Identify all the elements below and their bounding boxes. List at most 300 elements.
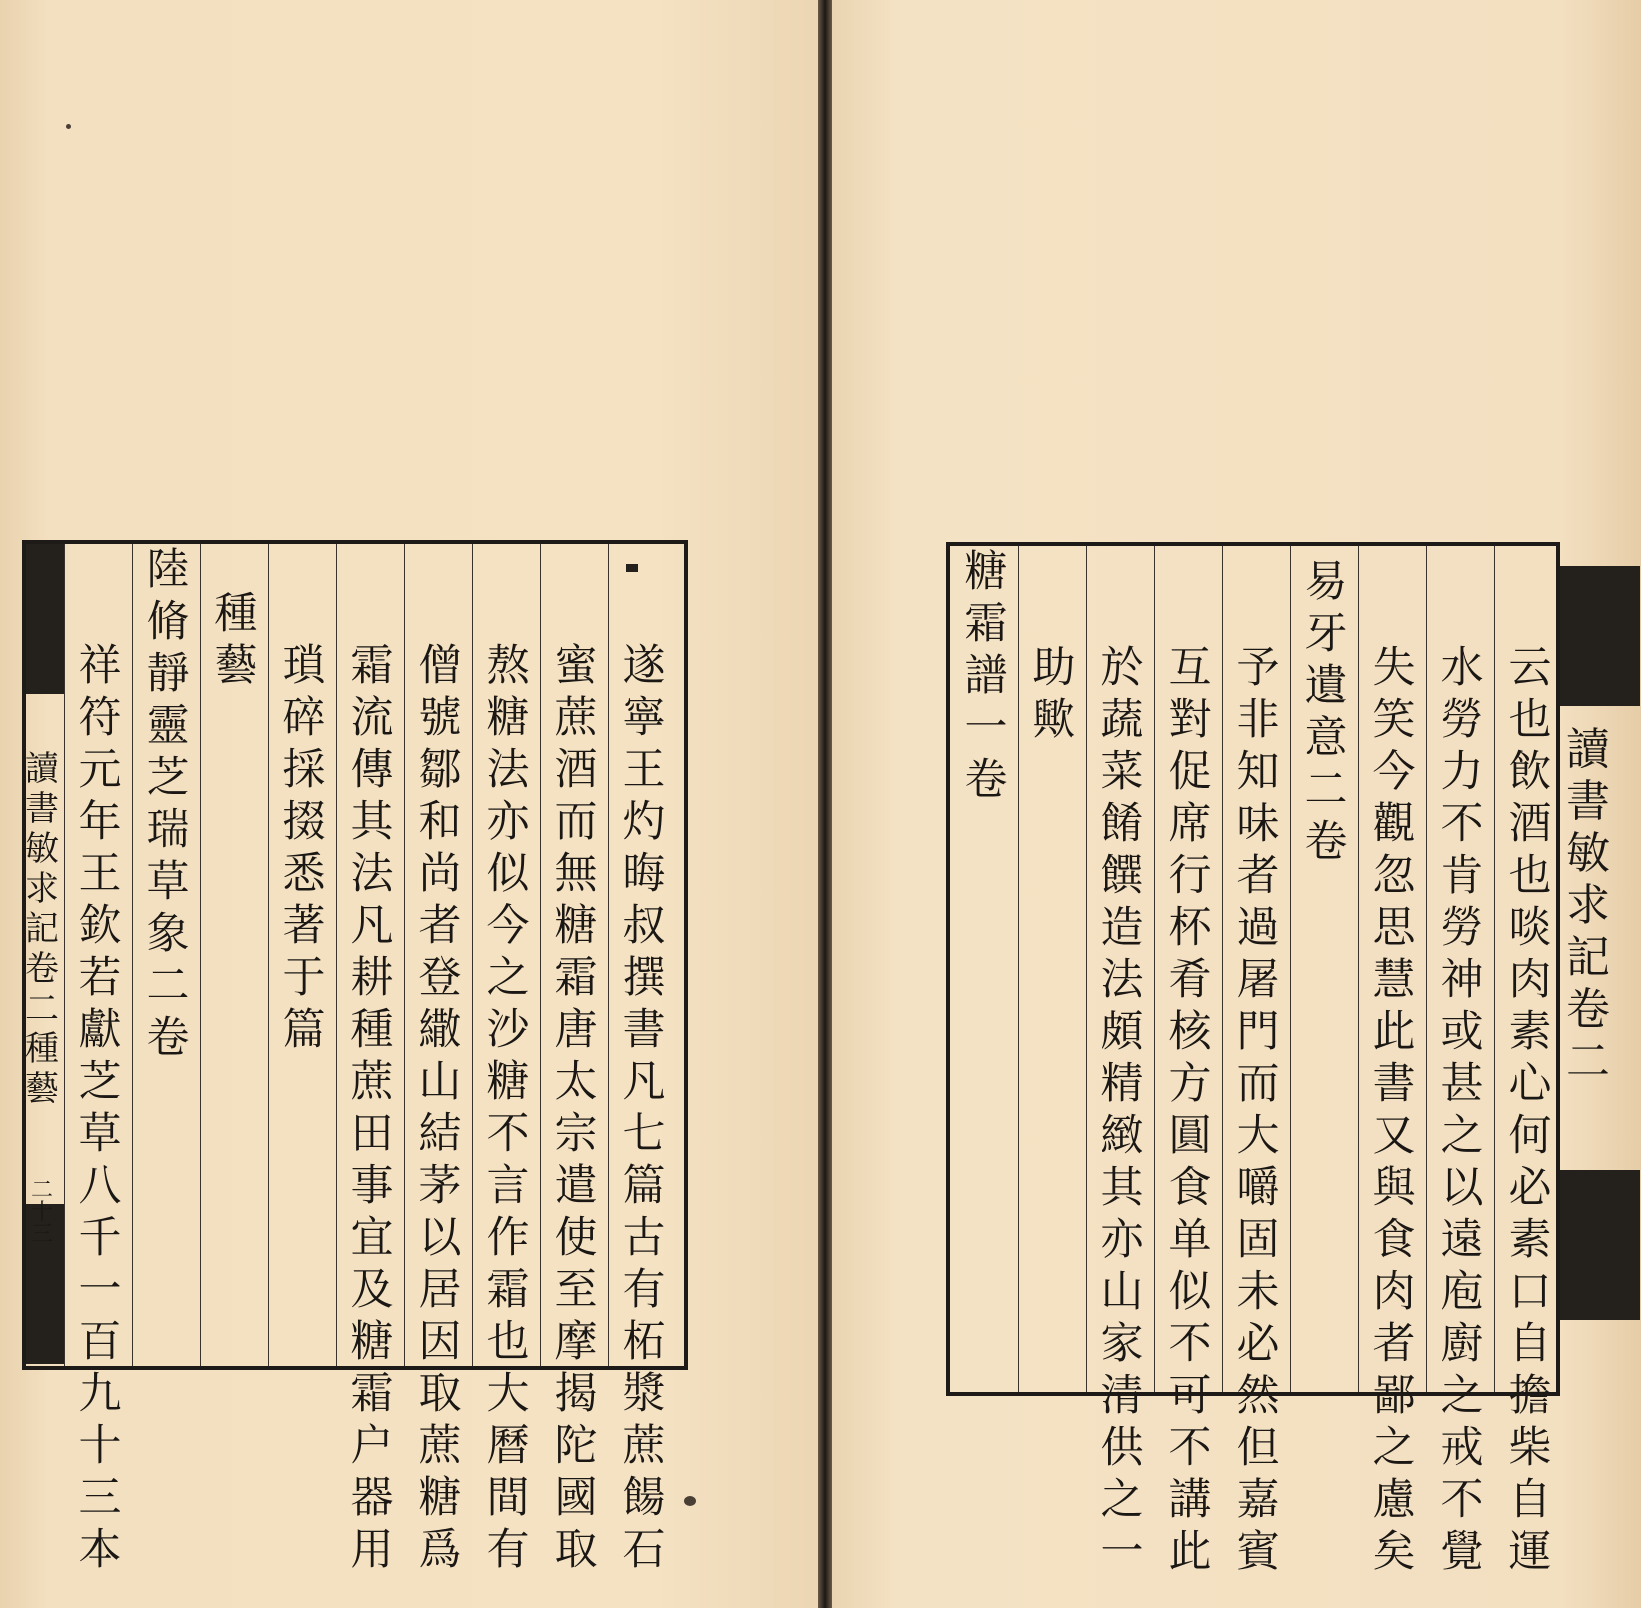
glyph: 茅: [418, 1161, 462, 1211]
text-column: [1156, 642, 1224, 1578]
glyph: 年: [78, 797, 122, 847]
glyph: 啖: [1508, 903, 1552, 953]
text-column: [474, 640, 542, 1576]
glyph: 口: [1508, 1267, 1552, 1317]
glyph: 方: [1168, 1059, 1212, 1109]
glyph: 必: [1236, 1319, 1280, 1369]
glyph: 肉: [1372, 1267, 1416, 1317]
folio-number: [22, 1180, 62, 1246]
glyph: 碎: [282, 693, 326, 743]
glyph: 譜: [964, 651, 1008, 701]
glyph: 二: [146, 961, 190, 1011]
glyph: 矣: [1372, 1527, 1416, 1577]
glyph: 漿: [622, 1369, 666, 1419]
glyph: 助: [1032, 643, 1076, 693]
glyph: 何: [1508, 1111, 1552, 1161]
glyph: 肯: [1440, 851, 1484, 901]
glyph: 鄒: [418, 745, 462, 795]
glyph: 緻: [1100, 1111, 1144, 1161]
glyph: 亦: [486, 797, 530, 847]
glyph: 蔗: [622, 1421, 666, 1471]
glyph: 太: [554, 1057, 598, 1107]
glyph: 種: [214, 589, 258, 639]
glyph: 本: [78, 1525, 122, 1575]
glyph: 講: [1168, 1475, 1212, 1525]
glyph: 知: [1236, 747, 1280, 797]
glyph: 石: [622, 1525, 666, 1575]
glyph: 於: [1100, 643, 1144, 693]
glyph: 一: [1100, 1527, 1144, 1577]
glyph: 二: [25, 989, 59, 1029]
glyph: 法: [486, 745, 530, 795]
glyph: 柴: [1508, 1423, 1552, 1473]
glyph: 若: [78, 953, 122, 1003]
glyph: 似: [486, 849, 530, 899]
glyph: 沙: [486, 1005, 530, 1055]
glyph: 覺: [1440, 1527, 1484, 1577]
left-text-frame: [22, 540, 688, 1575]
glyph: 求: [25, 869, 59, 909]
glyph: 觀: [1372, 799, 1416, 849]
glyph: 自: [1508, 1319, 1552, 1369]
fishtail-mark: [626, 564, 638, 572]
glyph: 號: [418, 693, 462, 743]
glyph: 過: [1236, 903, 1280, 953]
glyph: 揭: [554, 1369, 598, 1419]
glyph: 九: [78, 1369, 122, 1419]
glyph: 糖: [964, 547, 1008, 597]
glyph: 又: [1372, 1111, 1416, 1161]
glyph: 庖: [1440, 1267, 1484, 1317]
glyph: 篇: [622, 1161, 666, 1211]
glyph: 法: [350, 849, 394, 899]
glyph: 符: [78, 693, 122, 743]
glyph: 元: [78, 745, 122, 795]
glyph: 不: [486, 1109, 530, 1159]
glyph: 至: [554, 1265, 598, 1315]
glyph: 灼: [622, 797, 666, 847]
glyph: 象: [146, 909, 190, 959]
glyph: 勞: [1440, 903, 1484, 953]
glyph: 取: [418, 1369, 462, 1419]
glyph: 十: [78, 1421, 122, 1471]
glyph: 法: [1100, 955, 1144, 1005]
glyph: 嘉: [1236, 1475, 1280, 1525]
right-text-frame: [946, 542, 1610, 1577]
glyph: 飲: [1508, 747, 1552, 797]
margin-block-top: [1560, 566, 1640, 706]
glyph: 此: [1372, 1007, 1416, 1057]
glyph: 登: [418, 953, 462, 1003]
glyph: 霜: [350, 641, 394, 691]
glyph: 似: [1168, 1267, 1212, 1317]
text-column: [1360, 642, 1428, 1578]
glyph: 靈: [146, 701, 190, 751]
glyph: 促: [1168, 747, 1212, 797]
glyph: 易: [1304, 557, 1348, 607]
glyph: 和: [418, 797, 462, 847]
glyph: 王: [78, 849, 122, 899]
text-column: [610, 640, 678, 1576]
glyph: 也: [1508, 695, 1552, 745]
glyph: 糖: [486, 1057, 530, 1107]
section-heading: [202, 588, 270, 692]
text-column: [270, 640, 338, 1056]
glyph: 及: [350, 1265, 394, 1315]
glyph: 卷: [1566, 984, 1610, 1035]
glyph: 作: [486, 1213, 530, 1263]
glyph: 瑞: [146, 805, 190, 855]
glyph: 藝: [214, 641, 258, 691]
glyph: 一: [78, 1265, 122, 1315]
glyph: 著: [282, 901, 326, 951]
glyph: 有: [486, 1525, 530, 1575]
glyph: 有: [622, 1265, 666, 1315]
glyph: 陀: [554, 1421, 598, 1471]
glyph: 宜: [350, 1213, 394, 1263]
text-column: [1496, 642, 1564, 1578]
glyph: 也: [1508, 851, 1552, 901]
glyph: 固: [1236, 1215, 1280, 1265]
glyph: 耕: [350, 953, 394, 1003]
glyph: 杯: [1168, 903, 1212, 953]
glyph: 或: [1440, 1007, 1484, 1057]
glyph: 器: [350, 1473, 394, 1523]
glyph: 寧: [622, 693, 666, 743]
glyph: 掇: [282, 797, 326, 847]
glyph: 熬: [486, 641, 530, 691]
text-column: [1088, 642, 1156, 1578]
glyph: 芝: [78, 1057, 122, 1107]
glyph: 之: [486, 953, 530, 1003]
glyph: 事: [350, 1161, 394, 1211]
glyph: 蔬: [1100, 695, 1144, 745]
glyph: 卷: [146, 1013, 190, 1063]
glyph: 書: [1566, 776, 1610, 827]
glyph: 尚: [418, 849, 462, 899]
glyph: 草: [146, 857, 190, 907]
glyph: 悉: [282, 849, 326, 899]
text-column: [66, 640, 134, 1576]
glyph: 戒: [1440, 1423, 1484, 1473]
glyph: 之: [1440, 1371, 1484, 1421]
glyph: 甚: [1440, 1059, 1484, 1109]
glyph: 結: [418, 1109, 462, 1159]
glyph: 亦: [1100, 1215, 1144, 1265]
glyph: 牙: [1304, 609, 1348, 659]
book-gutter: [818, 0, 832, 1608]
glyph: 慧: [1372, 955, 1416, 1005]
glyph: 蔗: [554, 693, 598, 743]
glyph: 讀: [1566, 724, 1610, 775]
glyph: 于: [282, 953, 326, 1003]
glyph: 糖: [350, 1317, 394, 1367]
glyph: 酒: [1508, 799, 1552, 849]
glyph: 者: [1236, 851, 1280, 901]
glyph: 用: [350, 1525, 394, 1575]
glyph: 一: [964, 703, 1008, 753]
glyph: 間: [486, 1473, 530, 1523]
glyph: 思: [1372, 903, 1416, 953]
glyph: 求: [1566, 880, 1610, 931]
glyph: 十: [30, 1200, 53, 1225]
glyph: 食: [1168, 1163, 1212, 1213]
text-column: [1428, 642, 1496, 1578]
glyph: 肉: [1508, 955, 1552, 1005]
glyph: 餳: [622, 1473, 666, 1523]
glyph: 菜: [1100, 747, 1144, 797]
glyph: 予: [1236, 643, 1280, 693]
glyph: 圓: [1168, 1111, 1212, 1161]
glyph: 以: [418, 1213, 462, 1263]
glyph: 讀: [25, 749, 59, 789]
glyph: 國: [554, 1473, 598, 1523]
glyph: 素: [1508, 1007, 1552, 1057]
glyph: 蜜: [554, 641, 598, 691]
glyph: 傳: [350, 745, 394, 795]
glyph: 卷: [25, 949, 59, 989]
glyph: 肴: [1168, 955, 1212, 1005]
glyph: 霜: [486, 1265, 530, 1315]
glyph: 不: [1168, 1423, 1212, 1473]
glyph: 八: [78, 1161, 122, 1211]
margin-title: [20, 749, 64, 1109]
glyph: 田: [350, 1109, 394, 1159]
glyph: 遠: [1440, 1215, 1484, 1265]
glyph: 記: [1566, 932, 1610, 983]
glyph: 擔: [1508, 1371, 1552, 1421]
glyph: 柘: [622, 1317, 666, 1367]
glyph: 者: [418, 901, 462, 951]
glyph: 遣: [554, 1161, 598, 1211]
book-title: [1292, 556, 1360, 868]
glyph: 家: [1100, 1319, 1144, 1369]
glyph: 而: [554, 797, 598, 847]
glyph: 凡: [350, 901, 394, 951]
glyph: 供: [1100, 1423, 1144, 1473]
glyph: 神: [1440, 955, 1484, 1005]
glyph: 卷: [1304, 817, 1348, 867]
glyph: 心: [1508, 1059, 1552, 1109]
glyph: 慮: [1372, 1475, 1416, 1525]
book-title: [952, 546, 1020, 806]
glyph: 篇: [282, 1005, 326, 1055]
text-column: [406, 640, 474, 1576]
right-page: [832, 0, 1641, 1608]
text-column: [542, 640, 610, 1576]
glyph: 靜: [146, 649, 190, 699]
glyph: 霜: [350, 1369, 394, 1419]
glyph: 然: [1236, 1371, 1280, 1421]
glyph: 種: [350, 1005, 394, 1055]
glyph: 流: [350, 693, 394, 743]
glyph: 三: [78, 1473, 122, 1523]
glyph: 草: [78, 1109, 122, 1159]
glyph: 户: [350, 1421, 394, 1471]
text-column: [338, 640, 406, 1576]
glyph: 藝: [25, 1069, 59, 1109]
glyph: 二: [30, 1178, 53, 1203]
glyph: 屠: [1236, 955, 1280, 1005]
glyph: 三: [30, 1222, 53, 1247]
glyph: 山: [418, 1057, 462, 1107]
glyph: 千: [78, 1213, 122, 1263]
glyph: 種: [25, 1029, 59, 1069]
glyph: 互: [1168, 643, 1212, 693]
ink-spot: [684, 1496, 696, 1506]
glyph: 水: [1440, 643, 1484, 693]
glyph: 之: [1372, 1423, 1416, 1473]
glyph: 書: [622, 1005, 666, 1055]
glyph: 廚: [1440, 1319, 1484, 1369]
glyph: 霜: [964, 599, 1008, 649]
glyph: 敏: [25, 829, 59, 869]
glyph: 力: [1440, 747, 1484, 797]
glyph: 與: [1372, 1163, 1416, 1213]
glyph: 味: [1236, 799, 1280, 849]
glyph: 今: [1372, 747, 1416, 797]
glyph: 饌: [1100, 851, 1144, 901]
glyph: 糖: [486, 693, 530, 743]
glyph: 笑: [1372, 695, 1416, 745]
margin-block-bottom: [1560, 1170, 1640, 1320]
text-column: [1224, 642, 1292, 1578]
glyph: 不: [1440, 799, 1484, 849]
glyph: 席: [1168, 799, 1212, 849]
glyph: 山: [1100, 1267, 1144, 1317]
glyph: 記: [25, 909, 59, 949]
glyph: 無: [554, 849, 598, 899]
glyph: 核: [1168, 1007, 1212, 1057]
glyph: 因: [418, 1317, 462, 1367]
glyph: 蔗: [350, 1057, 394, 1107]
left-page: [0, 0, 818, 1608]
glyph: 其: [350, 797, 394, 847]
glyph: 造: [1100, 903, 1144, 953]
glyph: 七: [622, 1109, 666, 1159]
glyph: 此: [1168, 1527, 1212, 1577]
glyph: 陸: [146, 545, 190, 595]
glyph: 芝: [146, 753, 190, 803]
glyph: 单: [1168, 1215, 1212, 1265]
glyph: 二: [1566, 1036, 1610, 1087]
glyph: 摩: [554, 1317, 598, 1367]
glyph: 王: [622, 745, 666, 795]
glyph: 其: [1100, 1163, 1144, 1213]
glyph: 蔗: [418, 1421, 462, 1471]
glyph: 居: [418, 1265, 462, 1315]
glyph: 唐: [554, 1005, 598, 1055]
glyph: 書: [25, 789, 59, 829]
glyph: 書: [1372, 1059, 1416, 1109]
glyph: 勞: [1440, 695, 1484, 745]
ink-spot: [66, 124, 71, 129]
glyph: 餚: [1100, 799, 1144, 849]
margin-title: [1558, 724, 1618, 1088]
glyph: 失: [1372, 643, 1416, 693]
glyph: 瑣: [282, 641, 326, 691]
glyph: 不: [1168, 1319, 1212, 1369]
glyph: 百: [78, 1317, 122, 1367]
margin-block-top: [26, 544, 64, 694]
glyph: 者: [1372, 1319, 1416, 1369]
glyph: 遂: [622, 641, 666, 691]
glyph: 遺: [1304, 661, 1348, 711]
glyph: 大: [1236, 1111, 1280, 1161]
glyph: 之: [1100, 1475, 1144, 1525]
glyph: 糖: [418, 1473, 462, 1523]
glyph: 卷: [964, 755, 1008, 805]
glyph: 云: [1508, 643, 1552, 693]
glyph: 門: [1236, 1007, 1280, 1057]
glyph: 宗: [554, 1109, 598, 1159]
glyph: 晦: [622, 849, 666, 899]
glyph: 非: [1236, 695, 1280, 745]
glyph: 僧: [418, 641, 462, 691]
glyph: 食: [1372, 1215, 1416, 1265]
glyph: 霜: [554, 953, 598, 1003]
glyph: 凡: [622, 1057, 666, 1107]
glyph: 清: [1100, 1371, 1144, 1421]
glyph: 繖: [418, 1005, 462, 1055]
glyph: 糖: [554, 901, 598, 951]
glyph: 叔: [622, 901, 666, 951]
glyph: 取: [554, 1525, 598, 1575]
glyph: 運: [1508, 1527, 1552, 1577]
glyph: 素: [1508, 1215, 1552, 1265]
glyph: 頗: [1100, 1007, 1144, 1057]
glyph: 爲: [418, 1525, 462, 1575]
glyph: 大: [486, 1369, 530, 1419]
glyph: 歟: [1032, 695, 1076, 745]
glyph: 嚼: [1236, 1163, 1280, 1213]
glyph: 自: [1508, 1475, 1552, 1525]
glyph: 言: [486, 1161, 530, 1211]
glyph: 賓: [1236, 1527, 1280, 1577]
glyph: 酒: [554, 745, 598, 795]
glyph: 欽: [78, 901, 122, 951]
glyph: 不: [1440, 1475, 1484, 1525]
glyph: 忽: [1372, 851, 1416, 901]
glyph: 以: [1440, 1163, 1484, 1213]
glyph: 古: [622, 1213, 666, 1263]
glyph: 二: [1304, 765, 1348, 815]
glyph: 獻: [78, 1005, 122, 1055]
glyph: 必: [1508, 1163, 1552, 1213]
glyph: 今: [486, 901, 530, 951]
glyph: 敏: [1566, 828, 1610, 879]
glyph: 採: [282, 745, 326, 795]
glyph: 意: [1304, 713, 1348, 763]
glyph: 之: [1440, 1111, 1484, 1161]
glyph: 也: [486, 1317, 530, 1367]
glyph: 而: [1236, 1059, 1280, 1109]
book-title: [134, 544, 202, 1064]
glyph: 可: [1168, 1371, 1212, 1421]
glyph: 精: [1100, 1059, 1144, 1109]
glyph: 脩: [146, 597, 190, 647]
glyph: 對: [1168, 695, 1212, 745]
glyph: 曆: [486, 1421, 530, 1471]
glyph: 未: [1236, 1267, 1280, 1317]
glyph: 祥: [78, 641, 122, 691]
glyph: 撰: [622, 953, 666, 1003]
glyph: 行: [1168, 851, 1212, 901]
text-column: [1020, 642, 1088, 746]
glyph: 使: [554, 1213, 598, 1263]
glyph: 但: [1236, 1423, 1280, 1473]
glyph: 鄙: [1372, 1371, 1416, 1421]
